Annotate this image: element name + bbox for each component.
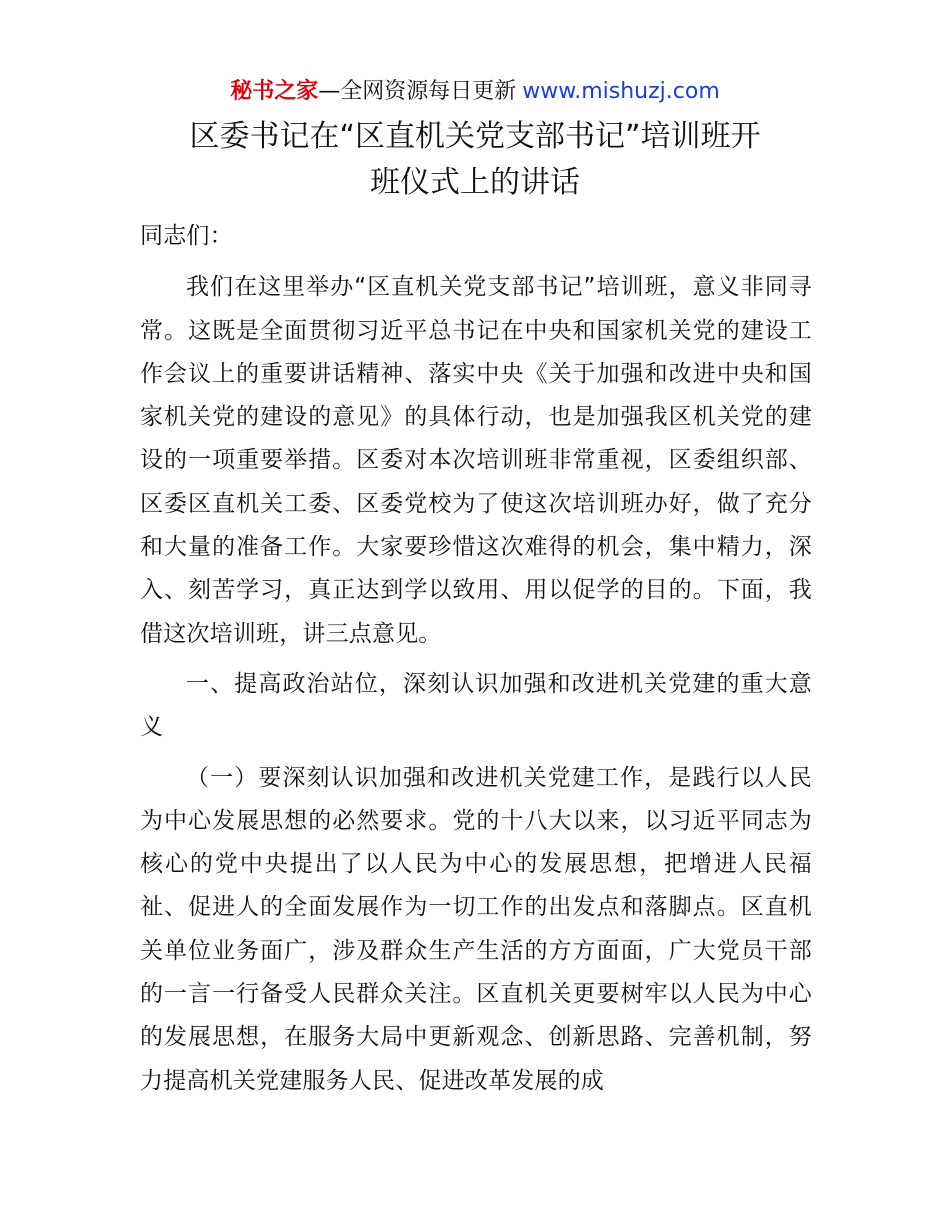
- brand-name: 秘书之家: [230, 79, 319, 104]
- document-title: [110, 114, 840, 206]
- header-tagline: —全网资源每日更新: [318, 79, 517, 104]
- title-line-2: 班仪式上的讲话: [370, 165, 580, 200]
- site-header: [0, 76, 950, 108]
- section-1-heading: 一、提高政治站位，深刻认识加强和改进机关党建的重大意义: [140, 670, 812, 741]
- salutation: 同志们：: [140, 223, 233, 249]
- paragraph-1: 我们在这里举办“区直机关党支部书记”培训班，意义非同寻常。这既是全面贯彻习近平总书记在中央和国家机关党的建设工作会议上的重要讲话精神、落实中央《关于加强和改进中央和国家机关党的建设的意见》的具体行动，也是加强我区机关党的建设的一项重要举措。区委对本次培训班非常重视，区委组织部、区委区直机关工委、区委党校为了使这次培训班办好，做了充分和大量的准备工作。大家要珍惜这次难得的机会，集中精力，深入、刻苦学习，真正达到学以致用、用以促学的目的。下面，我借这次培训班，讲三点意见。: [140, 274, 812, 647]
- title-line-1: 区委书记在“区直机关党支部书记”培训班开: [189, 119, 761, 154]
- site-url-link[interactable]: www.mishuzj.com: [522, 79, 720, 104]
- document-body: [140, 215, 812, 1103]
- paragraph-2: （一）要深刻认识加强和改进机关党建工作，是践行以人民为中心发展思想的必然要求。党的十八大以来，以习近平同志为核心的党中央提出了以人民为中心的发展思想，把增进人民福祉、促进人的全面发展作为一切工作的出发点和落脚点。区直机关单位业务面广，涉及群众生产生活的方方面面，广大党员干部的一言一行备受人民群众关注。区直机关更要树牢以人民为中心的发展思想，在服务大局中更新观念、创新思路、完善机制，努力提高机关党建服务人民、促进改革发展的成: [140, 764, 812, 1094]
